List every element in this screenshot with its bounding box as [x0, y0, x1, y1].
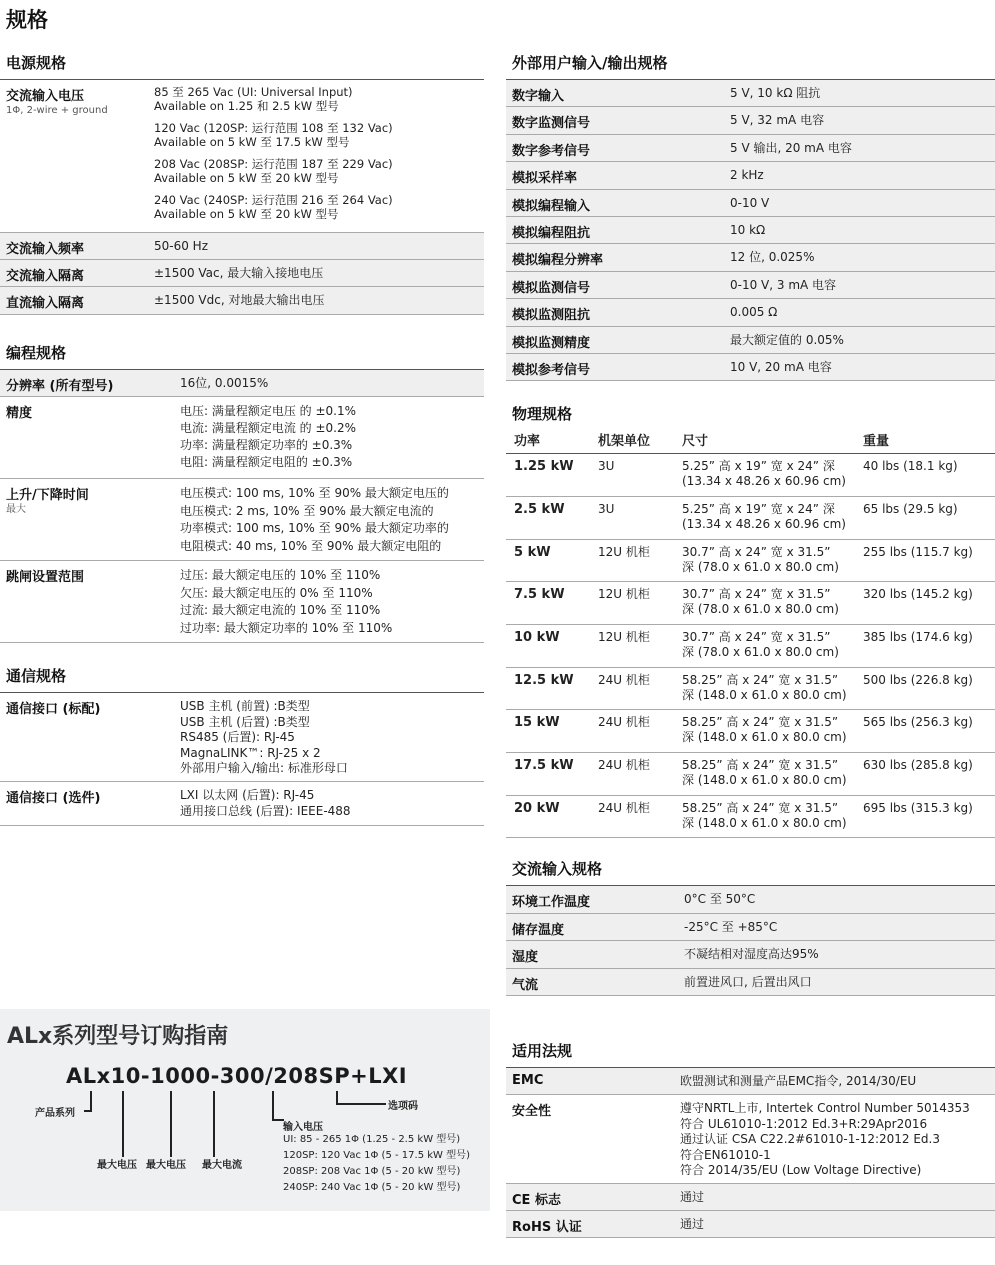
io-row-label: 模拟监测阻抗 — [512, 308, 591, 324]
page-title: 规格 — [6, 8, 48, 32]
voltage-connector — [122, 1091, 124, 1157]
environment-row-label: 环境工作温度 — [512, 895, 591, 911]
physical-row — [506, 497, 995, 540]
physical-header — [506, 426, 995, 454]
physical-row — [506, 710, 995, 753]
physical-rack: 24U 机柜 — [598, 800, 650, 815]
current-connector — [213, 1091, 215, 1157]
physical-rack: 12U 机柜 — [598, 587, 650, 602]
series-label: 产品系列 — [35, 1108, 75, 1119]
dimension-line: 深 (78.0 x 61.0 x 80.0 cm) — [682, 559, 839, 574]
physical-power: 2.5 kW — [514, 501, 565, 517]
io-row-label: 模拟编程分辨率 — [512, 253, 604, 269]
physical-dimensions — [682, 758, 863, 791]
physical-weight: 630 lbs (285.8 kg) — [863, 758, 973, 773]
physical-weight: 320 lbs (145.2 kg) — [863, 587, 973, 602]
options-connector — [336, 1103, 386, 1105]
io-row-label: 数字参考信号 — [512, 143, 591, 159]
dimension-line: (13.34 x 48.26 x 60.96 cm) — [682, 474, 846, 489]
io-row-value: 5 V, 32 mA 电容 — [730, 113, 825, 128]
options-label: 选项码 — [388, 1101, 418, 1112]
accuracy-row: 精度 电压: 满量程额定电压 的 ±0.1% 电流: 满量程额定电流 的 ±0.2% 功率: 满量程额定功率的 ±0.3% 电阻: 满量程额定电阻的 ±0.3% — [0, 397, 484, 479]
dc-isolation-row: 直流输入隔离 ±1500 Vdc, 对地最大输出电压 — [0, 287, 484, 315]
regulatory-section — [506, 1040, 995, 1238]
environment-row-label: 储存温度 — [512, 922, 565, 938]
rise-fall-label: 上升/下降时间 — [6, 488, 89, 503]
physical-weight: 565 lbs (256.3 kg) — [863, 715, 973, 730]
physical-row — [506, 582, 995, 625]
physical-rack: 12U 机柜 — [598, 544, 650, 559]
dimension-line: 30.7” 高 x 24” 宽 x 31.5” — [682, 587, 831, 602]
ac-voltage-item: 240 Vac (240SP: 运行范围 216 至 264 Vac) Available on 5 kW 至 20 kW 型号 — [154, 193, 393, 221]
physical-power: 15 kW — [514, 715, 560, 731]
io-row — [506, 327, 995, 354]
physical-weight: 65 lbs (29.5 kg) — [863, 501, 958, 516]
resolution-row: 分辨率 (所有型号) 16位, 0.0015% — [0, 370, 484, 397]
dimension-line: 58.25” 高 x 24” 宽 x 31.5” — [682, 800, 839, 815]
environment-section-title: 交流输入规格 — [506, 858, 995, 886]
physical-power: 10 kW — [514, 630, 560, 646]
physical-power: 20 kW — [514, 800, 560, 816]
environment-row-value: 不凝结相对湿度高达95% — [684, 947, 819, 962]
io-row — [506, 217, 995, 244]
header-power: 功率 — [514, 434, 541, 450]
physical-rack: 3U — [598, 501, 615, 516]
physical-power: 12.5 kW — [514, 672, 574, 688]
series-connector — [90, 1091, 92, 1112]
physical-rack: 24U 机柜 — [598, 672, 650, 687]
io-row-value: 10 V, 20 mA 电容 — [730, 359, 832, 374]
dimension-line: 深 (148.0 x 61.0 x 80.0 cm) — [682, 730, 847, 745]
io-section — [506, 52, 995, 381]
dimension-line: 5.25” 高 x 19” 宽 x 24” 深 — [682, 501, 835, 516]
dimension-line: 58.25” 高 x 24” 宽 x 31.5” — [682, 672, 839, 687]
io-row — [506, 162, 995, 189]
environment-row-label: 气流 — [512, 977, 539, 993]
input-voltage-list: UI: 85 - 265 1Φ (1.25 - 2.5 kW 型号) 120SP: 120 Vac 1Φ (5 - 17.5 kW 型号) 208SP: 208 Vac 1Φ (5 - 20 kW 型号) 240SP: 240 Vac 1Φ (5 - 20 kW 型号) — [283, 1134, 470, 1193]
io-row — [506, 135, 995, 162]
header-dimensions: 尺寸 — [682, 434, 709, 450]
io-table — [506, 80, 995, 381]
ac-voltage-label: 交流输入电压 — [6, 89, 85, 104]
environment-table — [506, 886, 995, 996]
comms-standard-row: 通信接口 (标配) USB 主机 (前置) :B类型 USB 主机 (后置) :B类型 RS485 (后置): RJ-45 MagnaLINK™: RJ-25 x 2 外部用户输入/输出: 标准形母口 — [0, 693, 484, 782]
io-row — [506, 190, 995, 217]
io-row-label: 数字监测信号 — [512, 116, 591, 132]
physical-rack: 12U 机柜 — [598, 630, 650, 645]
environment-row — [506, 914, 995, 941]
io-row — [506, 354, 995, 381]
max-voltage-label: 最大电压 — [97, 1160, 137, 1171]
rohs-row: RoHS 认证 通过 — [506, 1211, 995, 1238]
dimension-line: 5.25” 高 x 19” 宽 x 24” 深 — [682, 459, 835, 474]
comms-section — [0, 665, 484, 826]
physical-power: 17.5 kW — [514, 758, 574, 774]
programming-section — [0, 342, 484, 643]
physical-row — [506, 668, 995, 711]
io-row — [506, 244, 995, 271]
max-current-label: 最大电流 — [202, 1160, 242, 1171]
dimension-line: 30.7” 高 x 24” 宽 x 31.5” — [682, 630, 831, 645]
physical-power: 5 kW — [514, 544, 551, 560]
max-voltage-label: 最大电压 — [146, 1160, 186, 1171]
physical-dimensions — [682, 801, 863, 834]
ordering-guide — [0, 1009, 490, 1211]
physical-row — [506, 540, 995, 583]
io-row-label: 模拟监测信号 — [512, 280, 591, 296]
ac-voltage-item: 120 Vac (120SP: 运行范围 108 至 132 Vac) Available on 5 kW 至 17.5 kW 型号 — [154, 121, 393, 149]
power-section-title: 电源规格 — [0, 52, 484, 80]
physical-row — [506, 796, 995, 839]
physical-dimensions — [682, 673, 863, 706]
model-code: ALx10-1000-300/208SP+LXI — [66, 1064, 408, 1088]
ac-voltage-row — [0, 80, 484, 233]
physical-rack: 3U — [598, 459, 615, 474]
io-section-title: 外部用户输入/输出规格 — [506, 52, 995, 80]
io-row — [506, 272, 995, 299]
io-row-value: 最大额定值的 0.05% — [730, 332, 844, 347]
emc-row: EMC 欧盟测试和测量产品EMC指令, 2014/30/EU — [506, 1068, 995, 1095]
physical-rack: 24U 机柜 — [598, 715, 650, 730]
input-voltage-label: 输入电压 — [283, 1122, 323, 1133]
rise-fall-sub: 最大 — [6, 504, 26, 515]
trip-row: 跳闸设置范围 过压: 最大额定电压的 10% 至 110% 欠压: 最大额定电压的 0% 至 110% 过流: 最大额定电流的 10% 至 110% 过功率: 最大额定功率的 10% 至 110% — [0, 561, 484, 643]
physical-weight: 385 lbs (174.6 kg) — [863, 630, 973, 645]
physical-dimensions — [682, 459, 863, 492]
environment-row-value: 0°C 至 50°C — [684, 892, 756, 907]
dimension-line: 58.25” 高 x 24” 宽 x 31.5” — [682, 758, 839, 773]
io-row-value: 0-10 V — [730, 195, 770, 210]
regulatory-section-title: 适用法规 — [506, 1040, 995, 1068]
ac-voltage-sub: 1Φ, 2-wire + ground — [6, 105, 108, 116]
physical-dimensions — [682, 630, 863, 663]
header-weight: 重量 — [863, 434, 890, 450]
environment-row-value: 前置进风口, 后置出风口 — [684, 974, 812, 989]
physical-section — [506, 403, 995, 838]
physical-dimensions — [682, 587, 863, 620]
environment-row — [506, 886, 995, 913]
io-row-label: 模拟监测精度 — [512, 335, 591, 351]
io-row-value: 5 V 输出, 20 mA 电容 — [730, 140, 852, 155]
programming-section-title: 编程规格 — [0, 342, 484, 370]
comms-section-title: 通信规格 — [0, 665, 484, 693]
io-row-value: 0-10 V, 3 mA 电容 — [730, 277, 837, 292]
ac-frequency-row: 交流输入频率 50-60 Hz — [0, 233, 484, 260]
ce-row: CE 标志 通过 — [506, 1184, 995, 1211]
io-row — [506, 299, 995, 326]
dimension-line: 深 (148.0 x 61.0 x 80.0 cm) — [682, 687, 847, 702]
physical-rack: 24U 机柜 — [598, 758, 650, 773]
io-row — [506, 80, 995, 107]
io-row-value: 12 位, 0.025% — [730, 250, 815, 265]
physical-power: 1.25 kW — [514, 459, 574, 475]
io-row — [506, 107, 995, 134]
physical-section-title: 物理规格 — [512, 405, 573, 424]
io-row-label: 模拟采样率 — [512, 171, 578, 187]
ac-isolation-row: 交流输入隔离 ±1500 Vac, 最大输入接地电压 — [0, 260, 484, 287]
io-row-value: 5 V, 10 kΩ 阻抗 — [730, 86, 821, 100]
io-row-value: 0.005 Ω — [730, 305, 778, 320]
io-row-label: 模拟参考信号 — [512, 362, 591, 378]
input-connector — [272, 1091, 274, 1121]
series-connector — [84, 1110, 92, 1112]
ac-voltage-item: 208 Vac (208SP: 运行范围 187 至 229 Vac) Available on 5 kW 至 20 kW 型号 — [154, 157, 393, 185]
dimension-line: 深 (148.0 x 61.0 x 80.0 cm) — [682, 815, 847, 830]
physical-dimensions — [682, 502, 863, 535]
dimension-line: 深 (78.0 x 61.0 x 80.0 cm) — [682, 645, 839, 660]
physical-weight: 40 lbs (18.1 kg) — [863, 459, 958, 474]
physical-table — [506, 454, 995, 838]
io-row-value: 10 kΩ — [730, 222, 766, 237]
physical-row — [506, 625, 995, 668]
io-row-label: 模拟编程阻抗 — [512, 225, 591, 241]
voltage-connector — [170, 1091, 172, 1157]
ac-voltage-item: 85 至 265 Vac (UI: Universal Input) Available on 1.25 和 2.5 kW 型号 — [154, 85, 353, 113]
comms-optional-row: 通信接口 (选件) LXI 以太网 (后置): RJ-45 通用接口总线 (后置): IEEE-488 — [0, 782, 484, 826]
dimension-line: 深 (148.0 x 61.0 x 80.0 cm) — [682, 773, 847, 788]
physical-dimensions — [682, 545, 863, 578]
physical-dimensions — [682, 715, 863, 748]
header-rack: 机架单位 — [598, 434, 651, 450]
physical-weight: 500 lbs (226.8 kg) — [863, 672, 973, 687]
io-row-label: 数字输入 — [512, 89, 565, 104]
dimension-line: 深 (78.0 x 61.0 x 80.0 cm) — [682, 602, 839, 617]
io-row-label: 模拟编程输入 — [512, 198, 591, 214]
dimension-line: 58.25” 高 x 24” 宽 x 31.5” — [682, 715, 839, 730]
dimension-line: (13.34 x 48.26 x 60.96 cm) — [682, 516, 846, 531]
ordering-title: ALx系列型号订购指南 — [7, 1024, 229, 1049]
safety-row: 安全性 遵守NRTL上市, Intertek Control Number 5014353 符合 UL61010-1:2012 Ed.3+R:29Apr2016 通过认证 CSA C22.2#61010-1-12:2012 Ed.3 符合EN61010-1 符合 2014/35/EU (Low Voltage Directive) — [506, 1095, 995, 1184]
io-row-value: 2 kHz — [730, 168, 764, 183]
power-section — [0, 52, 484, 315]
left-column — [0, 52, 484, 826]
environment-row-label: 湿度 — [512, 950, 539, 966]
environment-row-value: -25°C 至 +85°C — [684, 919, 778, 934]
environment-section — [506, 858, 995, 996]
physical-row — [506, 454, 995, 497]
physical-weight: 255 lbs (115.7 kg) — [863, 544, 973, 559]
physical-row — [506, 753, 995, 796]
dimension-line: 30.7” 高 x 24” 宽 x 31.5” — [682, 544, 831, 559]
environment-row — [506, 969, 995, 996]
physical-power: 7.5 kW — [514, 587, 565, 603]
physical-weight: 695 lbs (315.3 kg) — [863, 800, 973, 815]
rise-fall-row: 上升/下降时间 最大 电压模式: 100 ms, 10% 至 90% 最大额定电压的 电压模式: 2 ms, 10% 至 90% 最大额定电流的 功率模式: 100 ms, 10% 至 90% 最大额定功率的 电阻模式: 40 ms, 10% 至 90% 最大额定电阻的 — [0, 479, 484, 561]
right-column — [506, 52, 995, 1238]
environment-row — [506, 941, 995, 968]
